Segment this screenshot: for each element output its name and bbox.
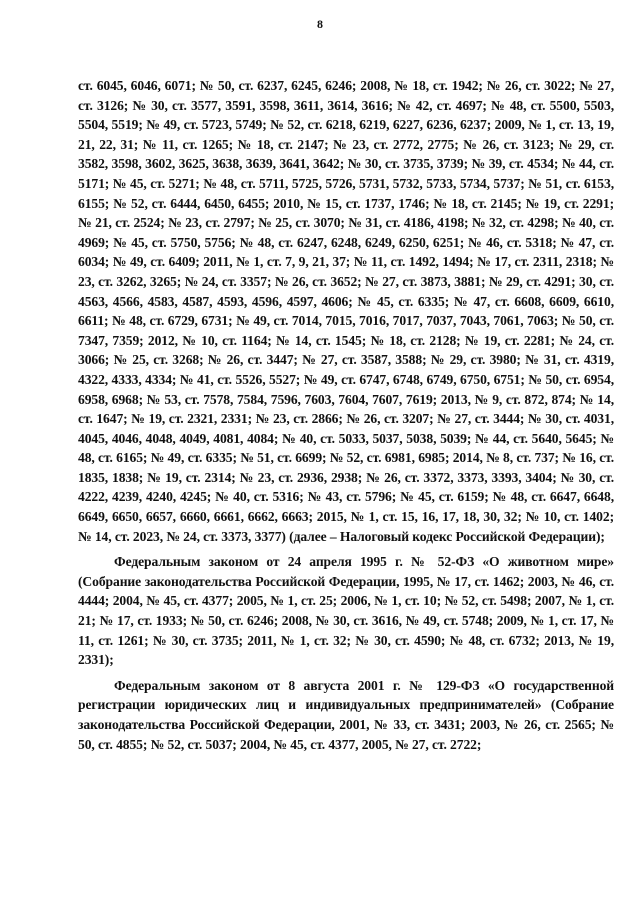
paragraph-animal-world-law: Федеральным законом от 24 апреля 1995 г. № 52-ФЗ «О животном мире» (Собрание законодательства Российской Федерации, 1995, № 17, ст. 1462; 2003, № 46, ст. 4444; 2004, № 45, ст. 4377; 2005, № 1, ст. 25; 2006, № 1, ст. 10; № 52, ст. 5498; 2007, № 1, ст. 21; № 17, ст. 1933; № 50, ст. 6246; 2008, № 30, ст. 3616, № 49, ст. 5748; 2009, № 1, ст. 17, № 11, ст. 1261; № 30, ст. 3735; 2011, № 1, ст. 32; № 30, ст. 4590; № 48, ст. 6732; 2013, № 19, 2331); <box>78 554 614 668</box>
paragraph-tax-code-citations: ст. 6045, 6046, 6071; № 50, ст. 6237, 6245, 6246; 2008, № 18, ст. 1942; № 26, ст. 3022; № 27, ст. 3126; № 30, ст. 3577, 3591, 3598, 3611, 3614, 3616; № 42, ст. 4697; № 48, ст. 5500, 5503, 5504, 5519; № 49, ст. 5723, 5749; № 52, ст. 6218, 6219, 6227, 6236, 6237; 2009, № 1, ст. 13, 19, 21, 22, 31; № 11, ст. 1265; № 18, ст. 2147; № 23, ст. 2772, 2775; № 26, ст. 3123; № 29, ст. 3582, 3598, 3602, 3625, 3638, 3639, 3641, 3642; № 30, ст. 3735, 3739; № 39, ст. 4534; № 44, ст. 5171; № 45, ст. 5271; № 48, ст. 5711, 5725, 5726, 5731, 5732, 5733, 5734, 5737; № 51, ст. 6153, 6155; № 52, ст. 6444, 6450, 6455; 2010, № 15, ст. 1737, 1746; № 18, ст. 2145; № 19, ст. 2291; № 21, ст. 2524; № 23, ст. 2797; № 25, ст. 3070; № 31, ст. 4186, 4198; № 32, ст. 4298; № 40, ст. 4969; № 45, ст. 5750, 5756; № 48, ст. 6247, 6248, 6249, 6250, 6251; № 46, ст. 5318; № 47, ст. 6034; № 49, ст. 6409; 2011, № 1, ст. 7, 9, 21, 37; № 11, ст. 1492, 1494; № 17, ст. 2311, 2318; № 23, ст. 3262, 3265; № 24, ст. 3357; № 26, ст. 3652; № 27, ст. 3873, 3881; № 29, ст. 4291; 30, ст. 4563, 4566, 4583, 4587, 4593, 4596, 4597, 4606; № 45, ст. 6335; № 47, ст. 6608, 6609, 6610, 6611; № 48, ст. 6729, 6731; № 49, ст. 7014, 7015, 7016, 7017, 7037, 7043, 7061, 7063; № 50, ст. 7347, 7359; 2012, № 10, ст. 1164; № 14, ст. 1545; № 18, ст. 2128; № 19, ст. 2281; № 24, ст. 3066; № 25, ст. 3268; № 26, ст. 3447; № 27, ст. 3587, 3588; № 29, ст. 3980; № 31, ст. 4319, 4322, 4333, 4334; № 41, ст. 5526, 5527; № 49, ст. 6747, 6748, 6749, 6750, 6751; № 50, ст. 6954, 6958, 6968; № 53, ст. 7578, 7584, 7596, 7603, 7604, 7607, 7619; 2013, № 9, ст. 872, 874; № 14, ст. 1647; № 19, ст. 2321, 2331; № 23, ст. 2866; № 26, ст. 3207; № 27, ст. 3444; № 30, ст. 4031, 4045, 4046, 4048, 4049, 4081, 4084; № 40, ст. 5033, 5037, 5038, 5039; № 44, ст. 5640, 5645; № 48, ст. 6165; № 49, ст. 6335; № 51, ст. 6699; № 52, ст. 6981, 6985; 2014, № 8, ст. 737; № 16, ст. 1835, 1838; № 19, ст. 2314; № 23, ст. 2936, 2938; № 26, ст. 3372, 3373, 3393, 3404; № 30, ст. 4222, 4239, 4240, 4245; № 40, ст. 5316; № 43, ст. 5796; № 45, ст. 6159; № 48, ст. 6647, 6648, 6649, 6650, 6657, 6660, 6661, 6662, 6663; 2015, № 1, ст. 15, 16, 17, 18, 30, 32; № 10, ст. 1402; № 14, ст. 2023, № 24, ст. 3373, 3377) (далее – Налоговый кодекс Российской Федерации); <box>78 78 614 544</box>
paragraph-state-registration-law: Федеральным законом от 8 августа 2001 г. № 129-ФЗ «О государственной регистрации юридических лиц и индивидуальных предпринимателей» (Собрание законодательства Российской Федерации, 2001, № 33, ст. 3431; 2003, № 26, ст. 2565; № 50, ст. 4855; № 52, ст. 5037; 2004, № 45, ст. 4377, 2005, № 27, ст. 2722; <box>78 677 614 752</box>
document-body <box>78 76 614 754</box>
page-number: 8 <box>317 17 323 31</box>
